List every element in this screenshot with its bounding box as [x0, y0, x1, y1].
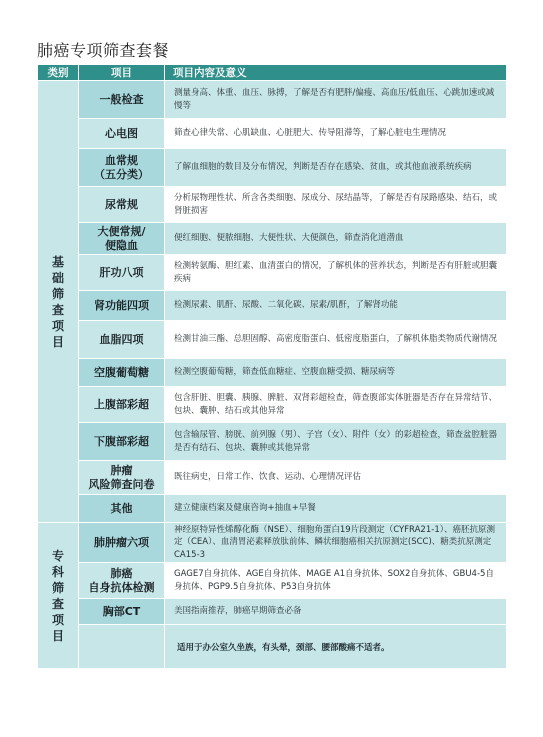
table-row — [38, 563, 507, 599]
item-name: 大便常规/ 便隐血 — [79, 223, 165, 255]
item-name: 血脂四项 — [79, 321, 165, 359]
item-description: 便红细胞、便脓细胞、大便性状、大便颜色，筛查消化道潜血 — [165, 223, 507, 255]
item-description: 检测尿素、肌酐、尿酸、二氧化碳、尿素/肌酐，了解肾功能 — [165, 291, 507, 321]
item-description: 筛查心律失常、心肌缺血、心脏肥大、传导阻滞等，了解心脏电生理情况 — [165, 119, 507, 149]
item-description: 分析尿物理性状、所含各类细胞、尿成分、尿结晶等，了解是否有尿路感染、结石，或肾脏损害 — [165, 187, 507, 223]
suitability-note: 适用于办公室久坐族，有头晕，颈部、腰部酸痛不适者。 — [165, 625, 507, 669]
item-name: 其他 — [79, 495, 165, 523]
category-label: 专科筛查项目 — [51, 548, 64, 643]
category-special — [38, 523, 79, 669]
item-name: 肺癌 自身抗体检测 — [79, 563, 165, 599]
item-name: 尿常规 — [79, 187, 165, 223]
header-content: 项目内容及意义 — [165, 65, 507, 81]
item-description: 测量身高、体重、血压、脉搏，了解是否有肥胖/偏瘦、高血压/低血压、心跳加速或减慢等 — [165, 81, 507, 119]
item-name: 一般检查 — [79, 81, 165, 119]
item-description: 包含肝脏、胆囊、胰腺、脾脏、双肾彩超检查，筛查腹部实体脏器是否存在异常结节、包块、囊肿、结石或其他异常 — [165, 387, 507, 423]
item-name: 肝功八项 — [79, 255, 165, 291]
note-row — [38, 625, 507, 669]
item-description: 检测空腹葡萄糖，筛查低血糖症、空腹血糖受损、糖尿病等 — [165, 359, 507, 387]
item-description: 建立健康档案及健康咨询+抽血+早餐 — [165, 495, 507, 523]
item-description: 神经原特异性烯醇化酶（NSE）、细胞角蛋白19片段测定（CYFRA21-1）、癌胚抗原测定（CEA）、血清胃泌素释放肽前体、鳞状细胞癌相关抗原测定(SCC)、糖类抗原测定CA15-3 — [165, 523, 507, 563]
table-row — [38, 423, 507, 461]
item-name: 上腹部彩超 — [79, 387, 165, 423]
note-spacer — [79, 625, 165, 669]
item-description: 美国指南推荐，肺癌早期筛查必备 — [165, 599, 507, 625]
table-row — [38, 461, 507, 495]
table-row — [38, 599, 507, 625]
table-row — [38, 523, 507, 563]
item-description: 检测转氨酶、胆红素、血清蛋白的情况，了解机体的营养状态，判断是否有肝脏或胆囊疾病 — [165, 255, 507, 291]
category-basic — [38, 81, 79, 523]
table-row — [38, 359, 507, 387]
item-description: GAGE7自身抗体、AGE自身抗体、MAGE A1自身抗体、SOX2自身抗体、GBU4-5自身抗体、PGP9.5自身抗体、P53自身抗体 — [165, 563, 507, 599]
table-row — [38, 119, 507, 149]
table-row — [38, 81, 507, 119]
table-row — [38, 495, 507, 523]
table-row — [38, 149, 507, 187]
item-name: 肾功能四项 — [79, 291, 165, 321]
category-label: 基础筛查项目 — [51, 254, 64, 349]
item-name: 肺肿瘤六项 — [79, 523, 165, 563]
header-category: 类别 — [38, 65, 79, 81]
header-item: 项目 — [79, 65, 165, 81]
item-name: 血常规 （五分类） — [79, 149, 165, 187]
item-name: 肿瘤 风险筛查问卷 — [79, 461, 165, 495]
table-row — [38, 223, 507, 255]
item-name: 空腹葡萄糖 — [79, 359, 165, 387]
item-name: 胸部CT — [79, 599, 165, 625]
table-row — [38, 255, 507, 291]
table-row — [38, 187, 507, 223]
table-row — [38, 321, 507, 359]
item-name: 心电图 — [79, 119, 165, 149]
item-description: 包含输尿管、膀胱、前列腺（男）、子宫（女）、附件（女）的彩超检查，筛查盆腔脏器是否有结石、包块、囊肿或其他异常 — [165, 423, 507, 461]
table-header — [38, 65, 507, 81]
item-description: 既往病史，日常工作、饮食、运动、心理情况评估 — [165, 461, 507, 495]
item-description: 了解血细胞的数目及分布情况，判断是否存在感染、贫血，或其他血液系统疾病 — [165, 149, 507, 187]
page-title: 肺癌专项筛查套餐 — [37, 41, 170, 60]
package-table — [37, 64, 507, 669]
table-row — [38, 291, 507, 321]
item-name: 下腹部彩超 — [79, 423, 165, 461]
item-description: 检测甘油三酯、总胆固醇、高密度脂蛋白、低密度脂蛋白，了解机体脂类物质代谢情况 — [165, 321, 507, 359]
table-row — [38, 387, 507, 423]
